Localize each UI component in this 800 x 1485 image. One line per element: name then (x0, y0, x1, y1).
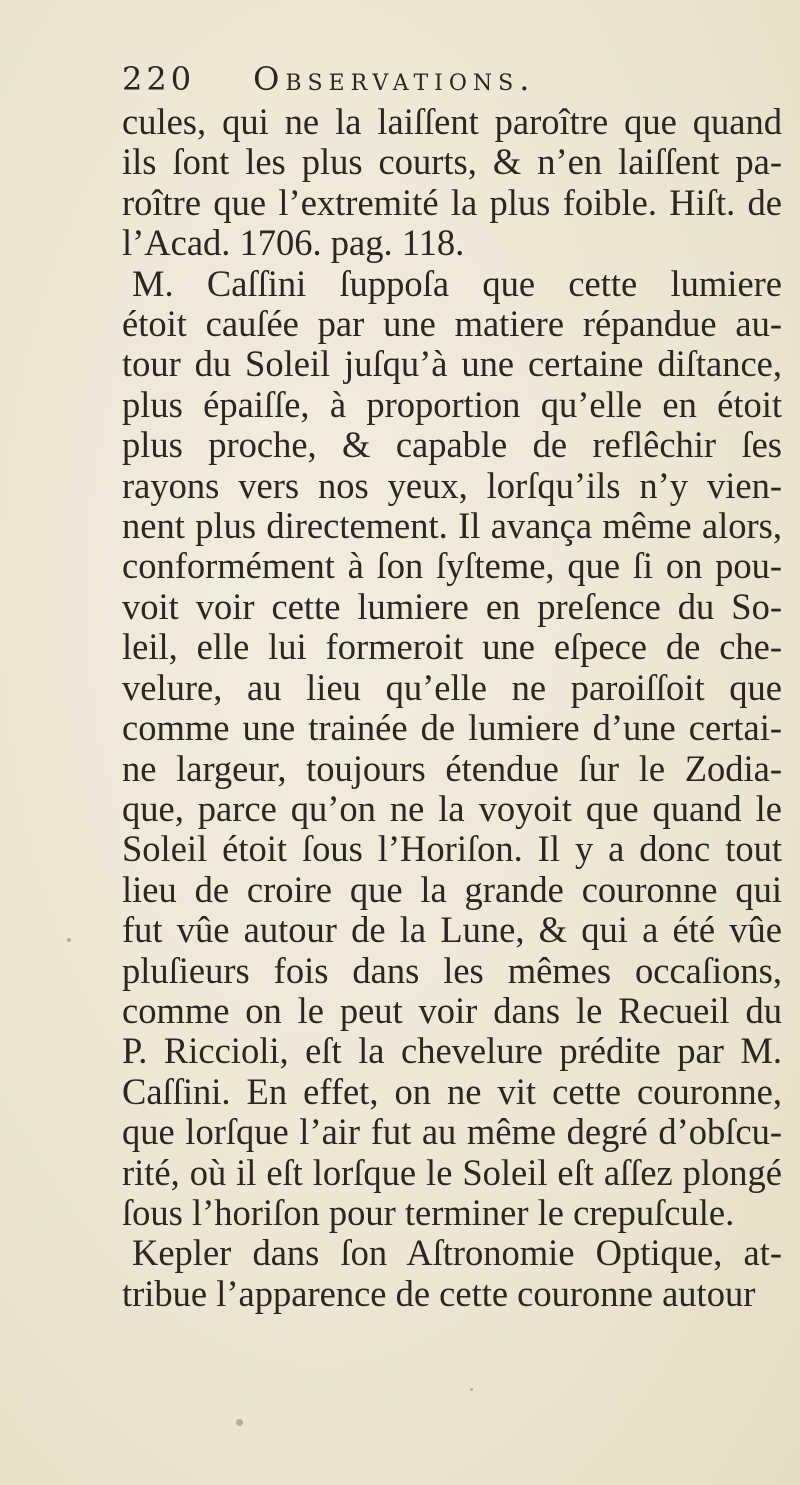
text-line: voit voir cette lumiere en preſence du So- (122, 585, 782, 627)
text-line: plus épaiſſe, à proportion qu’elle en étoit (122, 383, 782, 425)
text-line: roître que l’extremité la plus foible. Hiſt. de (122, 181, 782, 223)
text-line: que lorſque l’air fut au même degré d’obſcu- (122, 1111, 782, 1153)
text-line: que, parce qu’on ne la voyoit que quand le (122, 787, 782, 829)
text-line: nent plus directement. Il avança même alors, (122, 505, 782, 547)
body-text (122, 102, 782, 1314)
paper-speck (470, 1388, 473, 1391)
text-line: pluſieurs fois dans les mêmes occaſions, (122, 949, 782, 991)
text-line: l’Acad. 1706. pag. 118. (122, 222, 465, 264)
text-line: tour du Soleil juſqu’à une certaine diſtance, (122, 343, 782, 385)
paper-speck (67, 938, 71, 942)
text-line: conformément à ſon ſyſteme, que ſi on pou- (122, 545, 782, 587)
text-line: rité, où il eſt lorſque le Soleil eſt aſſez plongé (122, 1151, 782, 1193)
text-line: velure, au lieu qu’elle ne paroiſſoit que (122, 666, 782, 708)
text-line: tribue l’apparence de cette couronne autour (122, 1272, 756, 1314)
running-title: Observations. (253, 60, 536, 98)
text-line: cules, qui ne la laiſſent paroître que quand (122, 101, 782, 142)
text-line: Soleil étoit ſous l’Horiſon. Il y a donc tout (122, 828, 782, 870)
text-line: Caſſini. En effet, on ne vit cette couronne, (122, 1070, 782, 1112)
text-line: M. Caſſini ſuppoſa que cette lumiere (132, 262, 782, 304)
text-line: lieu de croire que la grande couronne qui (122, 868, 782, 910)
text-line: ſous l’horiſon pour terminer le crepuſcule. (122, 1191, 735, 1233)
text-line: P. Riccioli, eſt la chevelure prédite par M. (122, 1030, 782, 1072)
text-line: leil, elle lui formeroit une eſpece de che- (122, 626, 782, 668)
paper-speck (236, 1419, 243, 1426)
running-header (122, 60, 682, 98)
text-line: fut vûe autour de la Lune, & qui a été vûe (122, 909, 782, 951)
page-number: 220 (122, 60, 196, 98)
text-line: ils ſont les plus courts, & n’en laiſſent pa- (122, 141, 782, 183)
text-line: étoit cauſée par une matiere répandue au- (122, 303, 782, 345)
text-line: comme on le peut voir dans le Recueil du (122, 989, 782, 1031)
text-line: plus proche, & capable de reflêchir ſes (122, 424, 782, 466)
text-line: Kepler dans ſon Aſtronomie Optique, at- (132, 1232, 782, 1274)
text-line: ne largeur, toujours étendue ſur le Zodia- (122, 747, 782, 789)
text-line: rayons vers nos yeux, lorſqu’ils n’y vien- (122, 464, 782, 506)
text-line: comme une trainée de lumiere d’une certai- (122, 707, 782, 749)
